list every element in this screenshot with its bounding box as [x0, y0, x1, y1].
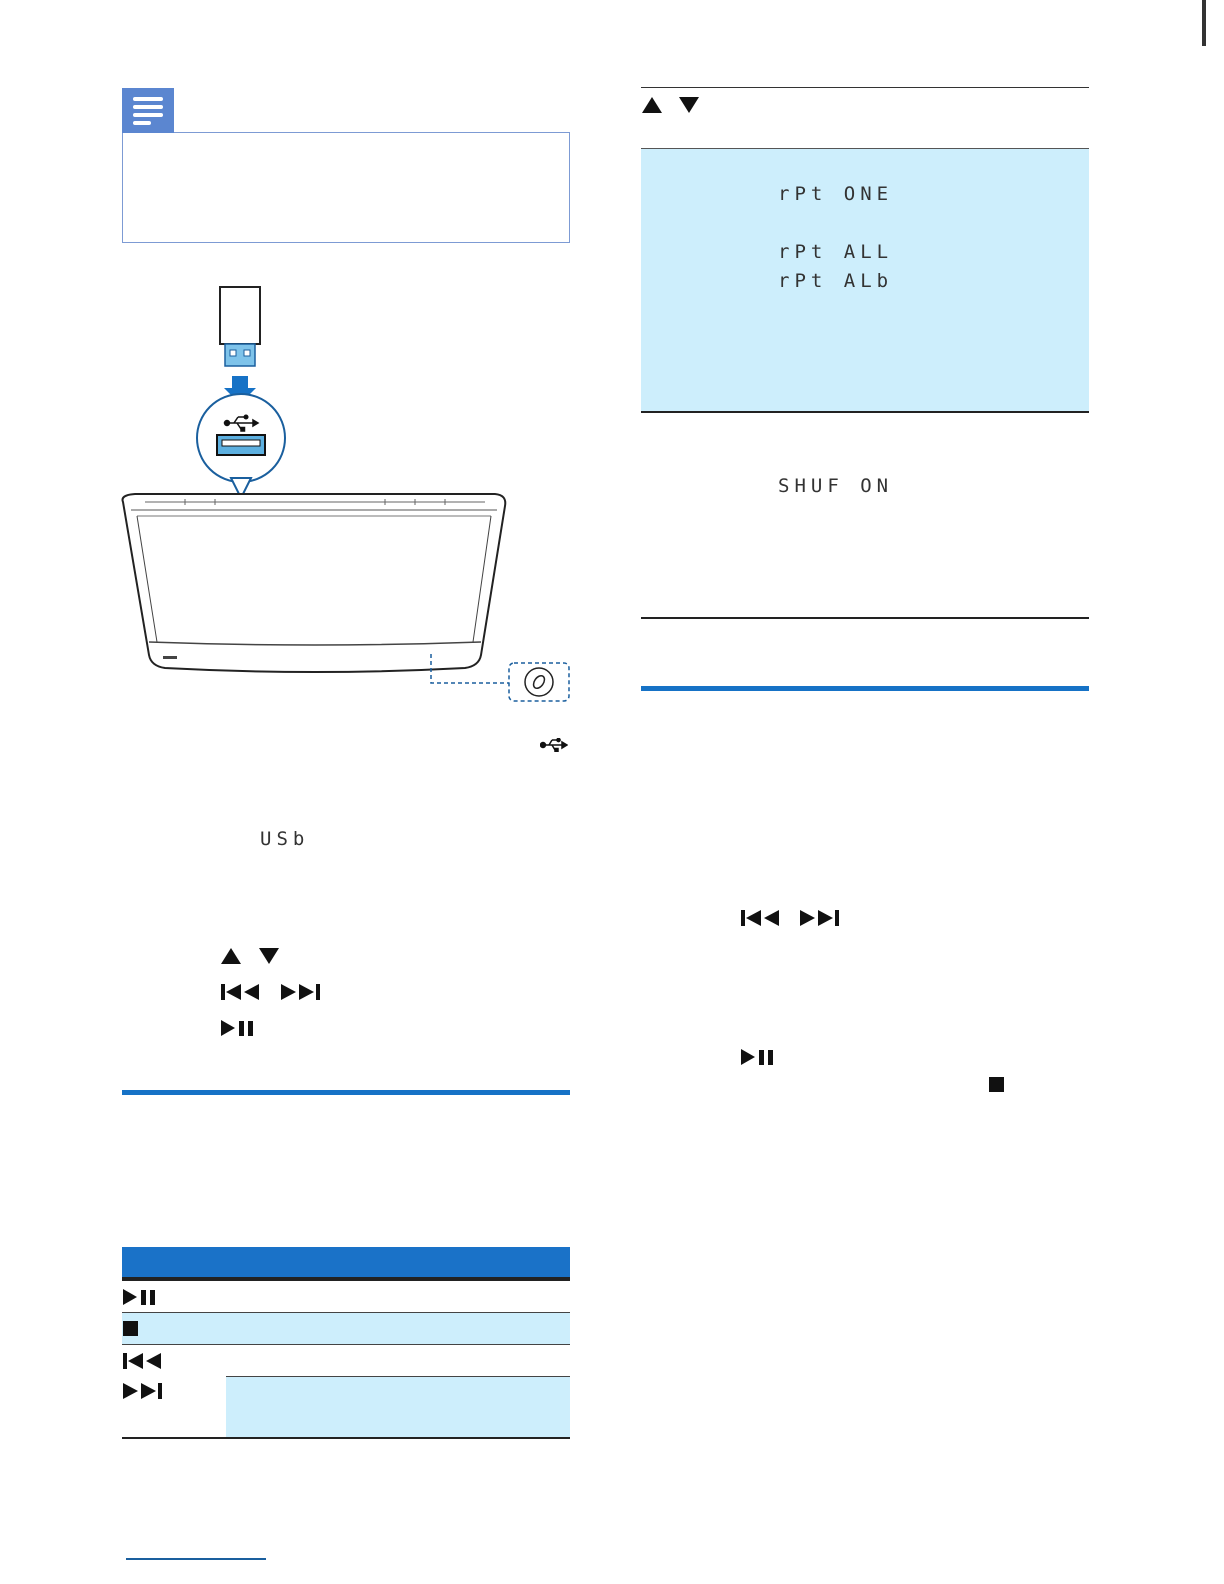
- up-triangle-icon: [641, 96, 663, 114]
- table-row-rule: [641, 411, 1089, 413]
- lcd-repeat-album: rPt ALb: [778, 270, 894, 292]
- play-pause-icon: [220, 1019, 258, 1037]
- play-pause-icon: [122, 1288, 160, 1306]
- lcd-shuffle-on: SHUF ON: [778, 475, 894, 497]
- stop-icon: [122, 1320, 140, 1338]
- next-track-icon: [799, 909, 841, 927]
- table-row: [122, 1313, 570, 1344]
- previous-track-icon: [220, 983, 262, 1001]
- next-track-icon: [122, 1382, 164, 1400]
- up-triangle-icon: [220, 947, 242, 965]
- note-icon: [122, 88, 174, 133]
- lcd-repeat-one: rPt ONE: [778, 183, 894, 205]
- table-bottom-rule: [122, 1437, 570, 1439]
- usb-connection-illustration: [115, 280, 585, 710]
- footer-rule: [126, 1558, 266, 1560]
- table-bottom-rule: [641, 617, 1089, 619]
- table-top-rule: [641, 87, 1089, 88]
- note-box: [122, 132, 570, 243]
- usb-symbol-icon: [540, 738, 568, 752]
- section-divider: [641, 686, 1089, 691]
- down-triangle-icon: [678, 96, 700, 114]
- section-divider: [122, 1090, 570, 1095]
- table-row-rule: [122, 1344, 570, 1345]
- play-pause-icon: [740, 1048, 778, 1066]
- previous-track-icon: [740, 909, 782, 927]
- page-edge-marker: [1202, 0, 1206, 46]
- table-header: [122, 1247, 570, 1277]
- table-row: [226, 1377, 570, 1437]
- table-header-rule: [122, 1277, 570, 1281]
- stop-icon: [988, 1076, 1006, 1094]
- down-triangle-icon: [258, 947, 280, 965]
- lcd-repeat-all: rPt ALL: [778, 241, 894, 263]
- next-track-icon: [280, 983, 322, 1001]
- lcd-usb-display: USb: [260, 828, 310, 850]
- previous-track-icon: [122, 1352, 164, 1370]
